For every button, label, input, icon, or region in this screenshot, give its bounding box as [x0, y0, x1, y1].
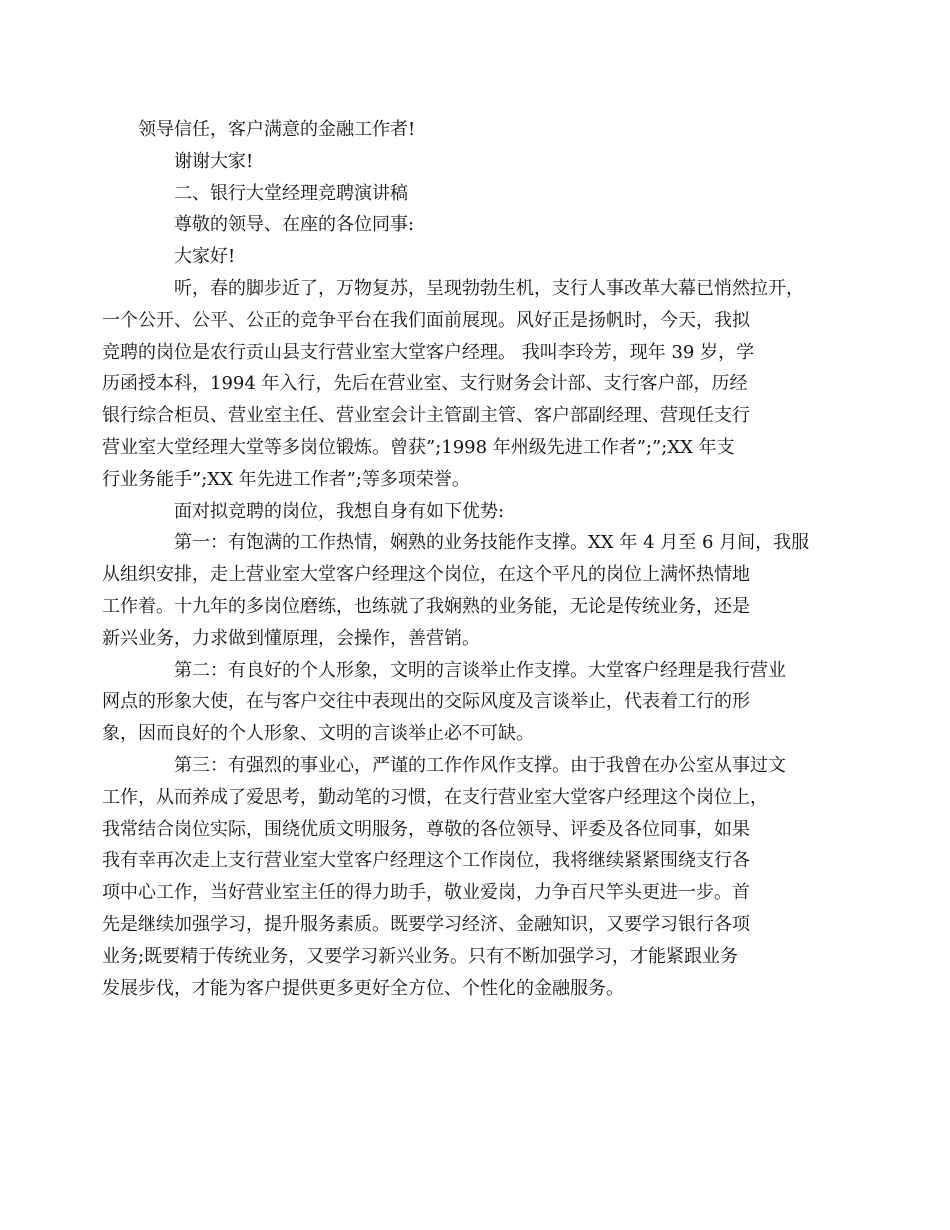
text-line: 业务;既要精于传统业务，又要学习新兴业务。只有不断加强学习，才能紧跟业务	[102, 945, 739, 967]
text-line: 先是继续加强学习，提升服务素质。既要学习经济、金融知识，又要学习银行各项	[102, 913, 750, 935]
text-line: 从组织安排，走上营业室大堂客户经理这个岗位，在这个平凡的岗位上满怀热情地	[102, 564, 750, 586]
text-line: 象，因而良好的个人形象、文明的言谈举止必不可缺。	[102, 723, 534, 745]
text-line: 一个公开、公平、公正的竞争平台在我们面前展现。风好正是扬帆时，今天，我拟	[102, 309, 750, 331]
text-line: 第二：有良好的个人形象，文明的言谈举止作支撑。大堂客户经理是我行营业	[174, 659, 786, 681]
text-line: 工作着。十九年的多岗位磨练，也练就了我娴熟的业务能，无论是传统业务，还是	[102, 595, 750, 617]
text-line: 第一：有饱满的工作热情，娴熟的业务技能作支撑。XX 年 4 月至 6 月间，我服	[174, 532, 810, 554]
text-line: 新兴业务，力求做到懂原理，会操作，善营销。	[102, 627, 480, 649]
text-line: 领导信任，客户满意的金融工作者!	[138, 119, 416, 140]
paragraph	[138, 146, 818, 178]
text-line: 听，春的脚步近了，万物复苏，呈现勃勃生机，支行人事改革大幕已悄然拉开，	[174, 277, 804, 299]
text-line: 尊敬的领导、在座的各位同事:	[174, 214, 415, 236]
text-line: 发展步伐，才能为客户提供更多更好全方位、个性化的金融服务。	[102, 977, 624, 999]
text-line: 面对拟竞聘的岗位，我想自身有如下优势:	[174, 500, 505, 522]
text-line: 我有幸再次走上支行营业室大堂客户经理这个工作岗位，我将继续紧紧围绕支行各	[102, 850, 750, 872]
text-line: 谢谢大家!	[174, 150, 254, 172]
document-body	[102, 114, 818, 1004]
paragraph	[138, 496, 818, 528]
text-line: 大家好!	[174, 246, 236, 268]
text-line: 营业室大堂经理大堂等多岗位锻炼。曾获”;1998 年州级先进工作者”;”;XX 年支	[102, 436, 735, 458]
text-line: 第三：有强烈的事业心，严谨的工作作风作支撑。由于我曾在办公室从事过文	[174, 754, 786, 776]
text-line: 我常结合岗位实际，围绕优质文明服务，尊敬的各位领导、评委及各位同事，如果	[102, 818, 750, 840]
text-line: 行业务能手”;XX 年先进工作者”;等多项荣誉。	[102, 468, 470, 490]
text-line: 项中心工作，当好营业室主任的得力助手，敬业爱岗，力争百尺竿头更进一步。首	[102, 882, 750, 904]
paragraph	[138, 114, 818, 146]
text-line: 网点的形象大使，在与客户交往中表现出的交际风度及言谈举止，代表着工行的形	[102, 691, 750, 713]
paragraph	[138, 241, 818, 273]
text-line: 历函授本科，1994 年入行，先后在营业室、支行财务会计部、支行客户部，历经	[102, 373, 748, 395]
text-line: 竞聘的岗位是农行贡山县支行营业室大堂客户经理。 我叫李玲芳，现年 39 岁，学	[102, 341, 755, 363]
text-line: 银行综合柜员、营业室主任、营业室会计主管副主管、客户部副经理、营现任支行	[102, 405, 750, 427]
text-line: 工作，从而养成了爱思考，勤动笔的习惯，在支行营业室大堂客户经理这个岗位上，	[102, 786, 768, 808]
paragraph	[102, 750, 818, 1004]
paragraph	[138, 178, 818, 210]
text-line: 二、银行大堂经理竞聘演讲稿	[174, 182, 408, 204]
paragraph	[102, 527, 818, 654]
paragraph	[138, 209, 818, 241]
paragraph	[102, 273, 818, 496]
paragraph	[102, 655, 818, 750]
